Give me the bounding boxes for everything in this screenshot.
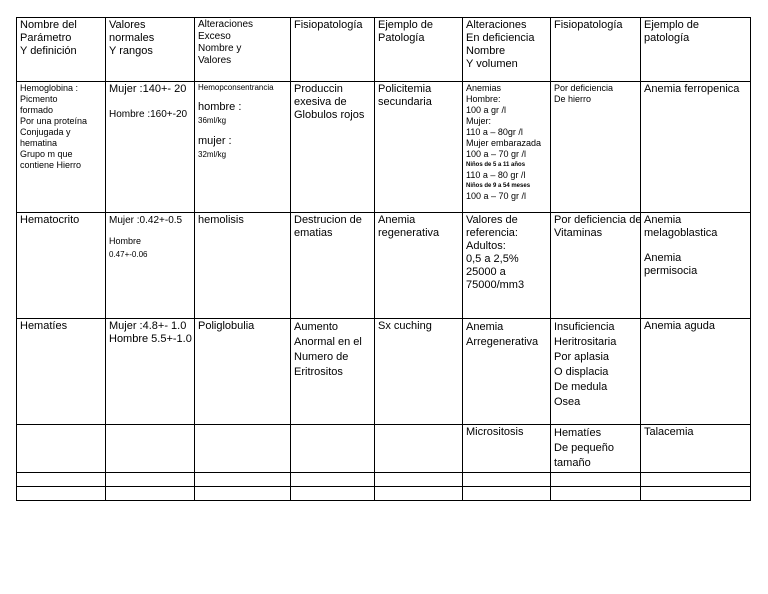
header-cell: [195, 18, 291, 82]
cell-line: Hematocrito: [20, 214, 80, 226]
cell-line: Anemias: [466, 83, 502, 93]
cell-line: Policitemia: [378, 83, 432, 95]
cell-line: Fisiopatología: [294, 19, 363, 31]
cell-line: Nombre y: [198, 43, 242, 54]
cell-line: Hematíes: [20, 320, 68, 332]
cell-line: Anemia: [644, 214, 682, 226]
header-cell: [17, 18, 106, 82]
cell-line: 110 a – 80gr /l: [466, 127, 523, 137]
cell-line: contiene Hierro: [20, 160, 82, 170]
cell-line: Osea: [554, 396, 581, 408]
cell-line: Grupo m que: [20, 149, 73, 159]
cell-line: Anemia ferropenica: [644, 83, 740, 95]
cell-ejemplo-def: [641, 425, 751, 473]
cell-line: Mujer embarazada: [466, 138, 542, 148]
cell-fisio-def: [551, 425, 641, 473]
cell-line: 100 a – 70 gr /l: [466, 191, 527, 201]
valor-hombre: Hombre 0.47+-0.06: [109, 236, 148, 259]
cell-line: Niños de 9 a 54 meses: [466, 183, 531, 189]
cell-line: exesiva de: [294, 96, 347, 108]
table-row-empty: [17, 487, 751, 501]
cell-ejemplo: [375, 319, 463, 425]
cell-line: normales: [109, 32, 155, 44]
valor-hombre: Hombre :160+-20: [109, 109, 188, 120]
exceso-mujer: mujer : 32ml/kg: [198, 135, 232, 159]
pathology-table: [16, 17, 751, 501]
cell-exceso: [195, 213, 291, 319]
cell-line: Vitaminas: [554, 227, 603, 239]
table-row-hematies: [17, 319, 751, 425]
cell-line: ematias: [294, 227, 333, 239]
cell-line: Y definición: [20, 45, 77, 57]
header-row: [17, 18, 751, 82]
cell-line: O displacia: [554, 366, 609, 378]
cell-line: Anormal en el: [294, 336, 362, 348]
cell-line: Conjugada y: [20, 127, 71, 137]
cell-fisio: [291, 213, 375, 319]
cell-line: Anemia aguda: [644, 320, 715, 332]
cell-exceso: [195, 319, 291, 425]
cell-line: Por deficiencia de: [554, 214, 642, 226]
cell-line: Arregenerativa: [466, 336, 539, 348]
exceso-title: Hemopconsentrancia: [198, 83, 274, 92]
cell-line: Hombre 5.5+-1.0: [109, 333, 192, 345]
cell-line: De medula: [554, 381, 608, 393]
cell-ejemplo: [375, 82, 463, 213]
cell-line: referencia:: [466, 227, 518, 239]
cell-valores: [106, 319, 195, 425]
cell-line: Niños de 5 a 11 años: [466, 162, 526, 168]
cell-line: Heritrositaria: [554, 336, 617, 348]
cell-line: Destrucion de: [294, 214, 362, 226]
cell-line: Anemia: [644, 252, 682, 264]
cell-line: Nombre del: [20, 19, 77, 31]
cell-line: Parámetro: [20, 32, 72, 44]
cell-line: Aumento: [294, 321, 339, 333]
cell-ejemplo-def: [641, 82, 751, 213]
cell-line: Globulos rojos: [294, 109, 365, 121]
cell-line: Hemoglobina :: [20, 83, 79, 93]
exceso-hombre: hombre : 36ml/kg: [198, 101, 242, 125]
cell-line: Produccin: [294, 83, 343, 95]
cell-line: Valores: [198, 55, 232, 66]
cell-empty: [106, 425, 195, 473]
cell-line: Eritrositos: [294, 366, 343, 378]
cell-valores: [106, 213, 195, 319]
cell-line: Ejemplo de: [644, 19, 700, 31]
cell-line: Mujer:: [466, 116, 492, 126]
cell-line: De hierro: [554, 94, 592, 104]
cell-line: Micrositosis: [466, 426, 524, 438]
cell-deficiencia: [463, 82, 551, 213]
cell-line: Exceso: [198, 31, 231, 42]
cell-empty: [375, 425, 463, 473]
table-row-hemoglobina: [17, 82, 751, 213]
table-row-empty: [17, 473, 751, 487]
cell-line: hemolisis: [198, 214, 244, 226]
cell-line: Y rangos: [109, 45, 153, 57]
cell-ejemplo-def: [641, 213, 751, 319]
cell-line: hematina: [20, 138, 58, 148]
cell-line: Y volumen: [466, 58, 518, 70]
cell-line: Nombre: [466, 45, 506, 57]
cell-line: Por deficiencia: [554, 83, 614, 93]
cell-valores: [106, 82, 195, 213]
table-row-micrositosis: [17, 425, 751, 473]
cell-empty: [195, 425, 291, 473]
cell-line: En deficiencia: [466, 32, 535, 44]
cell-line: patología: [644, 32, 690, 44]
cell-exceso: [195, 82, 291, 213]
cell-fisio-def: [551, 82, 641, 213]
header-cell: [106, 18, 195, 82]
cell-line: Anemia: [378, 214, 416, 226]
cell-line: secundaria: [378, 96, 432, 108]
cell-param: [17, 213, 106, 319]
cell-fisio: [291, 319, 375, 425]
cell-fisio-def: [551, 319, 641, 425]
header-cell: [291, 18, 375, 82]
cell-fisio-def: [551, 213, 641, 319]
cell-line: Patología: [378, 32, 425, 44]
cell-ejemplo: [375, 213, 463, 319]
cell-line: Adultos:: [466, 240, 506, 252]
cell-line: 75000/mm3: [466, 279, 525, 291]
cell-line: regenerativa: [378, 227, 440, 239]
cell-line: Mujer :4.8+- 1.0: [109, 320, 187, 332]
cell-ejemplo-def: [641, 319, 751, 425]
cell-deficiencia: [463, 213, 551, 319]
header-cell: [463, 18, 551, 82]
cell-line: Poliglobulia: [198, 320, 255, 332]
cell-empty: [17, 425, 106, 473]
cell-line: Alteraciones: [466, 19, 527, 31]
cell-line: Sx cuching: [378, 320, 432, 332]
cell-line: 100 a gr /l: [466, 105, 507, 115]
cell-fisio: [291, 82, 375, 213]
cell-line: Hematíes: [554, 427, 602, 439]
cell-line: Por una proteína: [20, 116, 88, 126]
cell-line: Valores de: [466, 214, 518, 226]
valor-mujer: Mujer :140+- 20: [109, 83, 187, 95]
cell-line: formado: [20, 105, 54, 115]
cell-line: Anemia: [466, 321, 504, 333]
table-row-hematocrito: [17, 213, 751, 319]
cell-line: Numero de: [294, 351, 349, 363]
cell-param: [17, 319, 106, 425]
valor-mujer: Mujer :0.42+-0.5: [109, 215, 183, 226]
cell-empty: [291, 425, 375, 473]
cell-line: 0,5 a 2,5%: [466, 253, 519, 265]
cell-param: [17, 82, 106, 213]
cell-line: permisocia: [644, 265, 698, 277]
cell-line: Talacemia: [644, 426, 694, 438]
cell-line: tamaño: [554, 457, 591, 469]
cell-line: 25000 a: [466, 266, 506, 278]
cell-line: melagoblastica: [644, 227, 718, 239]
header-cell: [551, 18, 641, 82]
cell-line: Hombre:: [466, 94, 501, 104]
cell-line: Fisiopatología: [554, 19, 623, 31]
cell-line: Por aplasia: [554, 351, 610, 363]
cell-line: Valores: [109, 19, 146, 31]
cell-line: 100 a – 70 gr /l: [466, 149, 527, 159]
cell-line: Ejemplo de: [378, 19, 434, 31]
cell-line: Picmento: [20, 94, 58, 104]
cell-line: De pequeño: [554, 442, 614, 454]
cell-line: 110 a – 80 gr /l: [466, 170, 526, 180]
header-cell: [375, 18, 463, 82]
cell-line: Alteraciones: [198, 19, 254, 30]
cell-deficiencia: [463, 319, 551, 425]
cell-deficiencia: [463, 425, 551, 473]
cell-line: Insuficiencia: [554, 321, 615, 333]
header-cell: [641, 18, 751, 82]
